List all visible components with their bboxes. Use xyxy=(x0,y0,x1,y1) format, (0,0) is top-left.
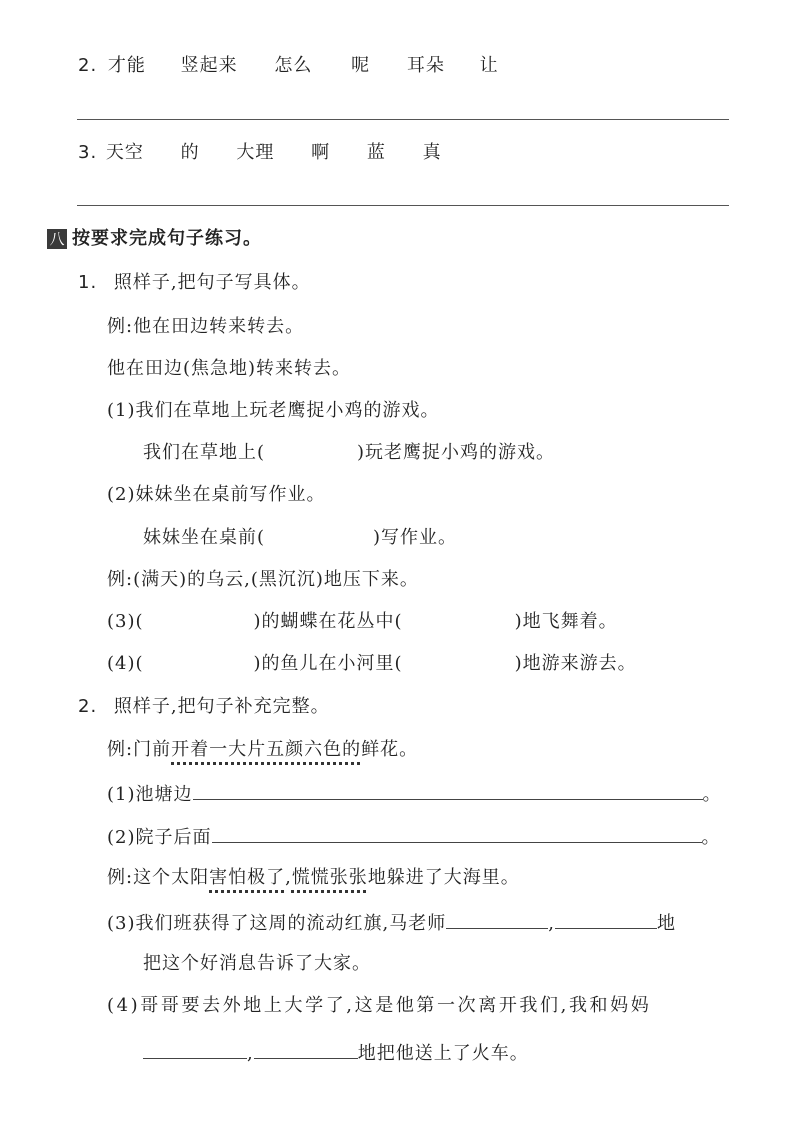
section-badge: 八 xyxy=(47,229,67,249)
example-sentence-2: 例:(满天)的乌云,(黑沉沉)地压下来。 xyxy=(107,569,419,590)
question-2 xyxy=(78,55,499,77)
item-2-2 xyxy=(107,824,721,849)
answer-blank[interactable] xyxy=(193,781,703,800)
text: )转来转去。 xyxy=(248,358,352,379)
text: , xyxy=(285,867,292,888)
example-answer xyxy=(107,358,351,380)
question-number: 2. xyxy=(78,55,98,76)
word-card: 啊 xyxy=(311,142,331,163)
item-1-prompt: (1)我们在草地上玩老鹰捉小鸡的游戏。 xyxy=(107,400,440,421)
answer-blank[interactable] xyxy=(555,910,657,929)
item-1-answer xyxy=(143,442,555,464)
item-2-answer xyxy=(143,527,457,549)
text: )写作业。 xyxy=(373,527,458,548)
text: 我们在草地上( xyxy=(143,442,266,463)
answer-blank[interactable] xyxy=(446,910,548,929)
text: )的蝴蝶在花丛中( xyxy=(253,611,403,632)
text: , xyxy=(548,913,555,934)
text: 例:门前 xyxy=(107,739,172,760)
answer-line[interactable] xyxy=(77,119,729,120)
emphasis-text: 害怕极了 xyxy=(209,867,286,888)
text: (3)( xyxy=(107,611,144,632)
word-card: 大理 xyxy=(236,142,275,163)
word-card: 蓝 xyxy=(366,142,386,163)
part-number: 2. xyxy=(78,696,98,717)
text: 。 xyxy=(701,827,721,848)
part1-heading xyxy=(78,272,311,294)
part-instruction: 照样子,把句子写具体。 xyxy=(113,272,311,293)
text: 地 xyxy=(656,913,676,934)
item-2-3 xyxy=(107,910,676,935)
text: 例:这个太阳 xyxy=(107,867,210,888)
answer-blank[interactable] xyxy=(143,1040,247,1059)
question-number: 3. xyxy=(78,142,98,163)
item-3 xyxy=(107,611,618,633)
example-sentence-4 xyxy=(107,867,520,889)
emphasis-text: 慌慌张张 xyxy=(291,867,368,888)
part-number: 1. xyxy=(78,272,98,293)
question-3 xyxy=(78,142,442,164)
item-2-1 xyxy=(107,781,722,806)
item-2-prompt: (2)妹妹坐在桌前写作业。 xyxy=(107,484,326,505)
filled-word: 焦急地 xyxy=(191,358,249,379)
text: )地游来游去。 xyxy=(514,653,637,674)
text: (1)池塘边 xyxy=(107,784,193,805)
text: 鲜花。 xyxy=(361,739,419,760)
answer-blank[interactable] xyxy=(212,824,702,843)
text: (2)院子后面 xyxy=(107,827,212,848)
item-4 xyxy=(107,653,637,675)
text: 地躲进了大海里。 xyxy=(367,867,520,888)
answer-blank[interactable] xyxy=(254,1040,358,1059)
text: (3)我们班获得了这周的流动红旗,马老师 xyxy=(107,913,447,934)
word-card: 的 xyxy=(180,142,200,163)
text: )的鱼儿在小河里( xyxy=(253,653,403,674)
answer-line[interactable] xyxy=(77,205,729,206)
word-card: 耳朵 xyxy=(406,55,445,76)
text: )地飞舞着。 xyxy=(514,611,618,632)
word-card: 让 xyxy=(479,55,499,76)
item-2-3-continued: 把这个好消息告诉了大家。 xyxy=(143,953,371,974)
section-title: 按要求完成句子练习。 xyxy=(72,228,262,249)
word-card: 才能 xyxy=(107,55,146,76)
part2-heading xyxy=(78,696,330,718)
example-sentence: 例:他在田边转来转去。 xyxy=(107,316,305,337)
emphasis-text: 开着一大片五颜六色的 xyxy=(171,739,362,760)
text: 地把他送上了火车。 xyxy=(357,1043,529,1064)
text: 。 xyxy=(702,784,722,805)
example-sentence-3 xyxy=(107,739,418,761)
text: (4)( xyxy=(107,653,144,674)
text: , xyxy=(247,1043,254,1064)
word-card: 竖起来 xyxy=(180,55,238,76)
text: )玩老鹰捉小鸡的游戏。 xyxy=(357,442,556,463)
word-card: 真 xyxy=(422,142,442,163)
word-card: 天空 xyxy=(105,142,144,163)
text: 他在田边( xyxy=(107,358,192,379)
word-card: 怎么 xyxy=(274,55,313,76)
text: 妹妹坐在桌前( xyxy=(143,527,266,548)
item-2-4-continued xyxy=(143,1040,529,1065)
part-instruction: 照样子,把句子补充完整。 xyxy=(113,696,330,717)
item-2-4: (4)哥哥要去外地上大学了,这是他第一次离开我们,我和妈妈 xyxy=(107,995,652,1016)
word-card: 呢 xyxy=(351,55,371,76)
